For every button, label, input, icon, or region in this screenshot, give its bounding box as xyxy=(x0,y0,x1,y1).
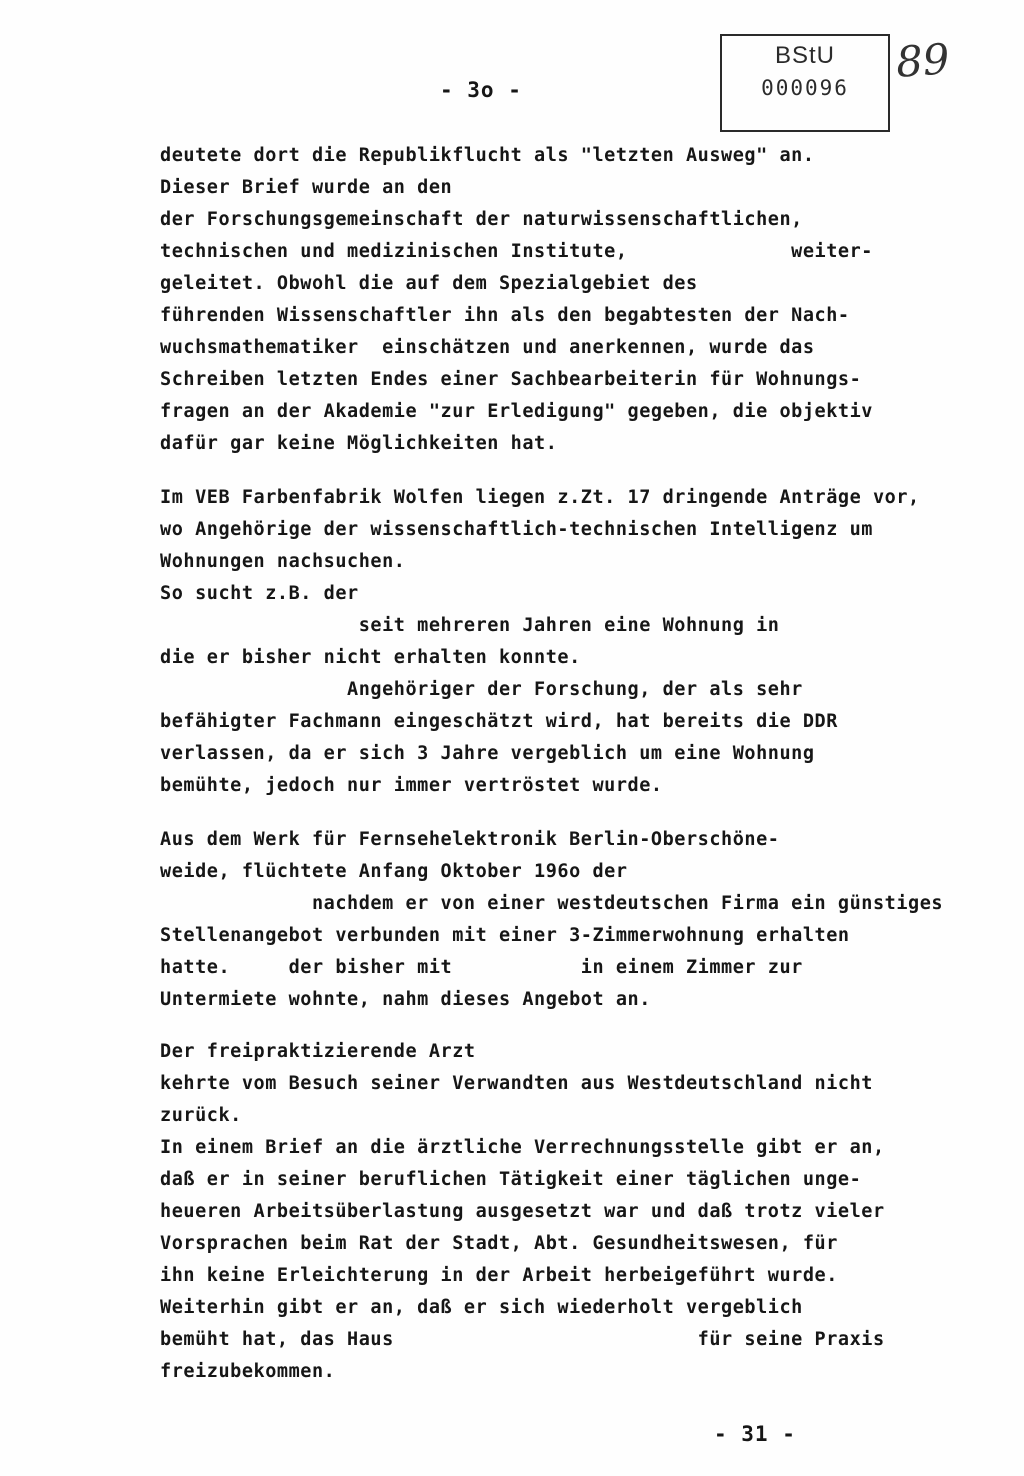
text-line: dafür gar keine Möglichkeiten hat. xyxy=(160,433,558,454)
text-line: die er bisher nicht erhalten konnte. xyxy=(160,647,581,668)
text-line: Stellenangebot verbunden mit einer 3-Zimmerwohnung erhalten xyxy=(160,925,850,946)
text-line: hatte. der bisher mit in einem Zimmer zur xyxy=(160,957,803,978)
text-line: kehrte vom Besuch seiner Verwandten aus Westdeutschland nicht xyxy=(160,1073,873,1094)
text-line: Untermiete wohnte, nahm dieses Angebot an. xyxy=(160,989,651,1010)
text-line: Weiterhin gibt er an, daß er sich wiederholt vergeblich xyxy=(160,1297,803,1318)
text-line: So sucht z.B. der xyxy=(160,583,359,604)
text-line: führenden Wissenschaftler ihn als den begabtesten der Nach- xyxy=(160,305,850,326)
text-line: verlassen, da er sich 3 Jahre vergeblich um eine Wohnung xyxy=(160,743,815,764)
text-line: ihn keine Erleichterung in der Arbeit herbeigeführt wurde. xyxy=(160,1265,838,1286)
text-line: heueren Arbeitsüberlastung ausgesetzt war und daß trotz vieler xyxy=(160,1201,885,1222)
text-line: Vorsprachen beim Rat der Stadt, Abt. Gesundheitswesen, für xyxy=(160,1233,838,1254)
text-line: der Forschungsgemeinschaft der naturwissenschaftlichen, xyxy=(160,209,803,230)
stamp-number: 000096 xyxy=(761,76,849,100)
text-line: Wohnungen nachsuchen. xyxy=(160,551,406,572)
text-line: nachdem er von einer westdeutschen Firma ein günstiges xyxy=(160,893,944,914)
text-line: deutete dort die Republikflucht als "letzten Ausweg" an. xyxy=(160,145,815,166)
text-line: bemühte, jedoch nur immer vertröstet wurde. xyxy=(160,775,663,796)
text-line: zurück. xyxy=(160,1105,242,1126)
text-line: wuchsmathematiker einschätzen und anerkennen, wurde das xyxy=(160,337,815,358)
text-line: fragen an der Akademie "zur Erledigung" gegeben, die objektiv xyxy=(160,401,873,422)
text-line: Aus dem Werk für Fernsehelektronik Berlin-Oberschöne- xyxy=(160,829,780,850)
text-line: Im VEB Farbenfabrik Wolfen liegen z.Zt. 17 dringende Anträge vor, xyxy=(160,487,920,508)
text-line: freizubekommen. xyxy=(160,1361,336,1382)
text-line: geleitet. Obwohl die auf dem Spezialgebiet des xyxy=(160,273,698,294)
text-line: daß er in seiner beruflichen Tätigkeit einer täglichen unge- xyxy=(160,1169,862,1190)
text-line: Angehöriger der Forschung, der als sehr xyxy=(160,679,803,700)
text-line: Der freipraktizierende Arzt xyxy=(160,1041,476,1062)
text-line: bemüht hat, das Haus für seine Praxis xyxy=(160,1329,885,1350)
text-line: In einem Brief an die ärztliche Verrechnungsstelle gibt er an, xyxy=(160,1137,885,1158)
text-line: wo Angehörige der wissenschaftlich-technischen Intelligenz um xyxy=(160,519,873,540)
text-line: Schreiben letzten Endes einer Sachbearbeiterin für Wohnungs- xyxy=(160,369,862,390)
text-line: seit mehreren Jahren eine Wohnung in xyxy=(160,615,780,636)
text-line: weide, flüchtete Anfang Oktober 196o der xyxy=(160,861,628,882)
stamp-agency: BStU xyxy=(774,42,835,69)
text-line: befähigter Fachmann eingeschätzt wird, hat bereits die DDR xyxy=(160,711,838,732)
page-number: - 3o - xyxy=(440,78,522,102)
next-page-number: - 31 - xyxy=(714,1422,796,1446)
archive-stamp xyxy=(720,34,890,132)
text-line: Dieser Brief wurde an den xyxy=(160,177,453,198)
handwritten-page-number: 89 xyxy=(894,34,952,87)
text-line: technischen und medizinischen Institute, weiter- xyxy=(160,241,873,262)
